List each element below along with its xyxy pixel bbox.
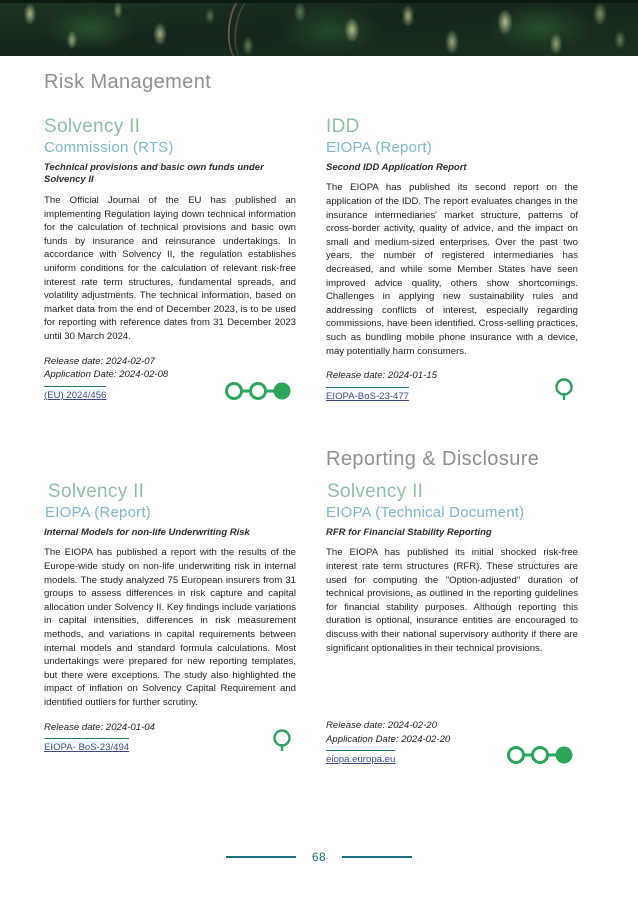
- card-body-text: The EIOPA has published a report with the results of the Europe-wide study on non-life underwriting risk in internal models. The study analyzed 75 European insurers from 31 groups to assess differences in risk capture and capital allocation under Solvency II. Key findings include variations in capital intensities, differences in risk measurement methods, and variations in capital requirements between internal models and standard formula calculations. Most undertakings were prepared for new reporting templates, but there were exceptions. The study also highlighted the impact of inflation on Solvency Capital Requirement and identified outliers for further scrutiny.: [44, 547, 296, 709]
- footer-rule-left: [226, 856, 296, 858]
- card-application-date: Application Date: 2024-02-08: [44, 369, 169, 381]
- card-body-text: The EIOPA has published its second report on the application of the IDD. The report evaluates changes in the insurance intermediaries' market structure, patterns of cross-border activity, quality of advice, and the impact on small and medium-sized enterprises. Over the past two years, the number of registered intermediaries has decreased, and while some Member States have seen improved advice quality, others show shortcomings. Challenges in applying new sustainability rules and addressing conflicts of interest, especially regarding commissions, have been identified. Cross-selling practices, such as bundling mobile phone insurance with a device, may potentially harm consumers.: [326, 182, 578, 357]
- news-card: [326, 481, 578, 767]
- card-source: Commission (RTS): [44, 138, 174, 156]
- card-subtitle: Second IDD Application Report: [326, 161, 467, 173]
- card-reference-link[interactable]: EIOPA-BoS-23-477: [326, 387, 409, 402]
- banner-top-edge: [0, 0, 638, 3]
- card-reference-link[interactable]: EIOPA- BoS-23/494: [44, 738, 129, 753]
- card-reference-link[interactable]: (EU) 2024/456: [44, 386, 106, 401]
- card-footer: [326, 369, 578, 404]
- card-topic: Solvency II: [327, 481, 424, 502]
- tree-icon: [552, 377, 576, 408]
- footer-rule-right: [342, 856, 412, 858]
- card-application-date: Application Date: 2024-02-20: [326, 733, 451, 745]
- card-body-text: The EIOPA has published its initial shocked risk-free interest rate term structures (RFR). These structures are used for computing the "Option-adjusted" duration of technical provisions, as outlined in the reporting guidelines for financial stability purposes. Although reporting this duration is optional, insurance entities are encouraged to discuss with their national supervisory authority if there are significant optionalities in their technical provisions.: [326, 547, 578, 654]
- forest-aerial-photo: [0, 0, 638, 56]
- card-subtitle: Internal Models for non-life Underwriting Risk: [44, 526, 250, 538]
- card-release-date: Release date: 2024-02-20: [326, 720, 437, 732]
- news-card: [44, 116, 296, 403]
- section-heading-reporting-disclosure: Reporting & Disclosure: [326, 448, 540, 470]
- card-body-text: The Official Journal of the EU has published an implementing Regulation laying down technical information for the calculation of technical provisions and basic own funds by insurance and reinsurance undertakings. In accordance with Solvency II, the regulation establishes uniform conditions for the calculation of relevant risk-free interest rate term structures, fundamental spreads, and volatility adjustments. The technical information, based on market data from the end of December 2023, is to be used for reporting with reference dates from 31 December 2023 until 30 March 2024.: [44, 194, 296, 342]
- news-card: [44, 481, 296, 755]
- card-footer: [326, 719, 578, 767]
- header-banner-image: [0, 0, 638, 56]
- card-reference-link[interactable]: eiopa.europa.eu: [326, 750, 395, 765]
- page-content: [0, 56, 638, 908]
- card-topic: Solvency II: [44, 116, 141, 137]
- card-footer: [44, 355, 296, 403]
- progress-three-dots-icon: [222, 380, 294, 407]
- card-source: EIOPA (Technical Document): [326, 503, 525, 521]
- card-release-date: Release date: 2024-01-04: [44, 721, 155, 733]
- card-topic: Solvency II: [48, 481, 145, 502]
- card-subtitle: RFR for Financial Stability Reporting: [326, 526, 492, 538]
- card-release-date: Release date: 2024-01-15: [326, 370, 437, 382]
- card-source: EIOPA (Report): [326, 138, 432, 156]
- card-footer: [44, 721, 296, 756]
- card-topic: IDD: [326, 116, 360, 137]
- page-number: 68: [311, 850, 327, 864]
- tree-icon: [270, 728, 294, 759]
- section-heading-risk-management: Risk Management: [44, 71, 212, 93]
- page-footer: [0, 850, 638, 864]
- card-source: EIOPA (Report): [45, 503, 151, 521]
- news-card: [326, 116, 578, 404]
- progress-three-dots-icon: [504, 744, 576, 771]
- card-subtitle: Technical provisions and basic own funds under Solvency II: [44, 161, 264, 186]
- card-release-date: Release date: 2024-02-07: [44, 355, 155, 367]
- forest-road-detail: [222, 0, 262, 56]
